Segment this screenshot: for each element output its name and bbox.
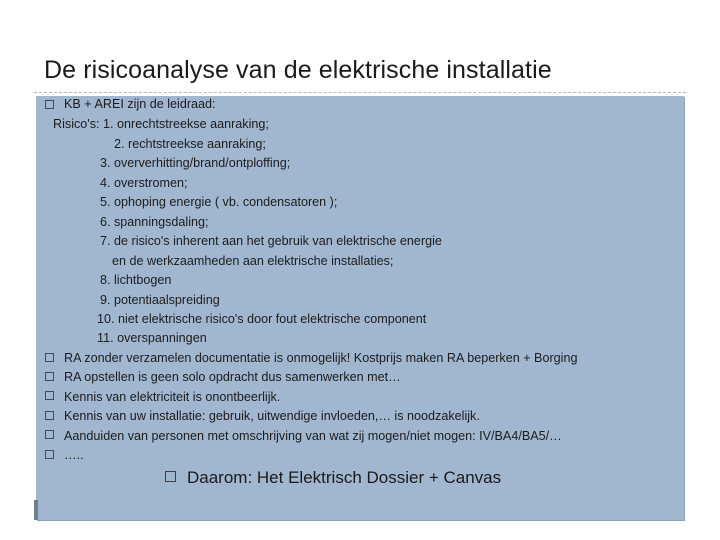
list-item: 6. spanningsdaling; — [100, 215, 209, 229]
list-item: 2. rechtstreekse aanraking; — [114, 137, 266, 151]
bullet-icon — [45, 100, 54, 109]
list-item: KB + AREI zijn de leidraad: — [64, 97, 216, 111]
bullet-icon — [45, 430, 54, 439]
list-item: 10. niet elektrische risico's door fout elektrische component — [97, 312, 427, 326]
bullet-icon — [45, 391, 54, 400]
list-item: Aanduiden van personen met omschrijving van wat zij mogen/niet mogen: IV/BA4/BA5/… — [64, 429, 562, 443]
title-divider — [34, 92, 686, 93]
list-item: ….. — [64, 448, 84, 462]
panel-edge — [34, 500, 38, 520]
bullet-icon — [45, 450, 54, 459]
list-item: RA opstellen is geen solo opdracht dus samenwerken met… — [64, 370, 401, 384]
list-item: en de werkzaamheden aan elektrische installaties; — [112, 254, 394, 268]
bullet-icon — [45, 411, 54, 420]
bullet-icon — [45, 353, 54, 362]
list-item: 11. overspanningen — [97, 331, 207, 345]
list-item: 3. oververhitting/brand/ontploffing; — [100, 156, 291, 170]
list-item: 7. de risico's inherent aan het gebruik van elektrische energie — [100, 234, 442, 248]
bullet-icon — [45, 372, 54, 381]
list-item: 8. lichtbogen — [100, 273, 172, 287]
footer-bullet-icon — [165, 471, 176, 482]
page-title: De risicoanalyse van de elektrische installatie — [44, 56, 552, 84]
list-item: RA zonder verzamelen documentatie is onmogelijk! Kostprijs maken RA beperken + Borging — [64, 351, 578, 365]
list-item: 5. ophoping energie ( vb. condensatoren ); — [100, 195, 338, 209]
footer-text: Daarom: Het Elektrisch Dossier + Canvas — [187, 468, 502, 487]
list-item: Kennis van elektriciteit is onontbeerlijk. — [64, 390, 281, 404]
list-item: Kennis van uw installatie: gebruik, uitwendige invloeden,… is noodzakelijk. — [64, 409, 480, 423]
list-item: 9. potentiaalspreiding — [100, 293, 220, 307]
list-item: Risico's: 1. onrechtstreekse aanraking; — [53, 117, 269, 131]
list-item: 4. overstromen; — [100, 176, 188, 190]
